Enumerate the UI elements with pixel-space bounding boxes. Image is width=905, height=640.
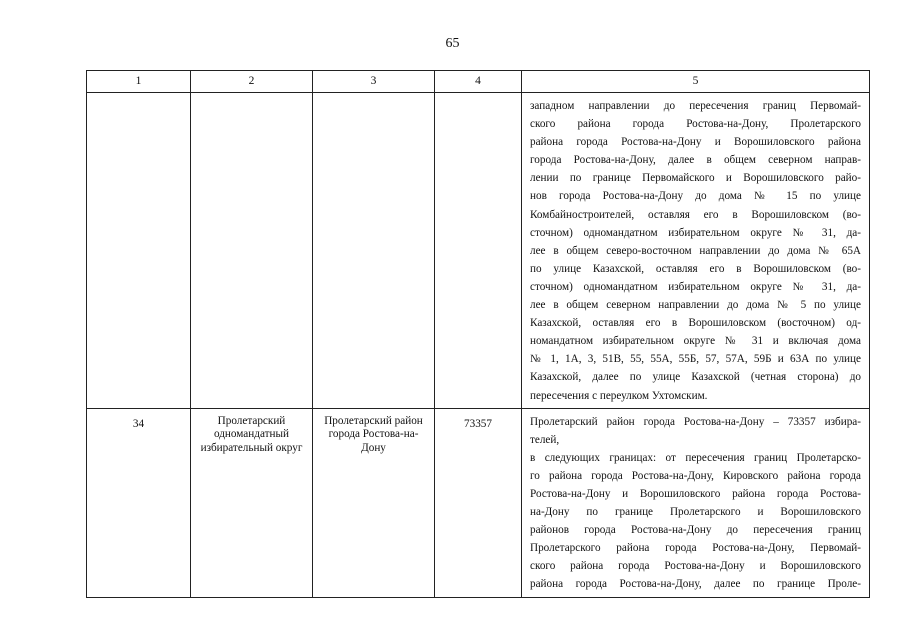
table-row: [87, 408, 870, 597]
column-header: 2: [191, 71, 313, 93]
description-line: № 1, 1А, 3, 51В, 55, 55А, 55Б, 57, 57А, 59Б и 63А по улице: [530, 353, 861, 366]
boundary-description: [522, 408, 870, 597]
description-line: на-Дону по границе Пролетарского и Ворошиловского: [530, 506, 861, 519]
description-line: Казахской, оставляя его в Ворошиловском (восточном) од-: [530, 317, 861, 330]
description-line: ского района города Ростова-на-Дону и Ворошиловского: [530, 560, 861, 573]
description-line: лее в общем северо-восточном направлении до дома № 65А: [530, 244, 861, 257]
column-header: 5: [522, 71, 870, 93]
table-header-row: [87, 71, 870, 93]
voter-count: [435, 93, 522, 409]
column-header: 1: [87, 71, 191, 93]
district-number: 34: [87, 408, 191, 597]
district-number: [87, 93, 191, 409]
description-line: в следующих границах: от пересечения границ Пролетарско-: [530, 451, 861, 464]
districts-table: [86, 70, 870, 598]
boundary-description: [522, 93, 870, 409]
description-line: нов города Ростова-на-Дону до дома № 15 по улице: [530, 190, 861, 203]
description-line: номандатном избирательном округе № 31 и включая дома: [530, 335, 861, 348]
description-line: Пролетарского района города Ростова-на-Дону, Первомай-: [530, 542, 861, 555]
district-area: Пролетарский район города Ростова-на-Дону: [313, 408, 435, 597]
description-line: лее в общем северном направлении до дома № 5 по улице: [530, 299, 861, 312]
description-line: сточном) одномандатном избирательном округе № 31, да-: [530, 226, 861, 239]
description-line: лении по границе Первомайского и Ворошиловского райо-: [530, 172, 861, 185]
table-row: [87, 93, 870, 409]
description-line: ского района города Ростова-на-Дону, Пролетарского: [530, 118, 861, 131]
description-line: западном направлении до пересечения границ Первомай-: [530, 100, 861, 112]
description-line: телей,: [530, 433, 560, 446]
description-line: Ростова-на-Дону и Ворошиловского района города Ростова-: [530, 487, 861, 500]
page-number: 65: [445, 36, 460, 51]
column-header: 4: [435, 71, 522, 93]
district-name: [191, 93, 313, 409]
district-area: [313, 93, 435, 409]
description-line: района города Ростова-на-Дону и Ворошиловского района: [530, 136, 861, 149]
district-name: Пролетарский одномандатный избирательный округ: [191, 408, 313, 597]
description-line: района города Ростова-на-Дону, далее по границе Проле-: [530, 578, 861, 591]
column-header: 3: [313, 71, 435, 93]
description-line: пересечения с переулком Ухтомским.: [530, 389, 708, 402]
voter-count: 73357: [435, 408, 522, 597]
description-line: Комбайностроителей, оставляя его в Ворошиловском (во-: [530, 208, 861, 221]
description-line: районов города Ростова-на-Дону до пересечения границ: [530, 524, 861, 537]
description-line: го района города Ростова-на-Дону, Кировского района города: [530, 469, 861, 482]
description-line: по улице Казахской, оставляя его в Ворошиловском (во-: [530, 262, 861, 275]
description-line: города Ростова-на-Дону, далее в общем северном направ-: [530, 154, 861, 167]
description-line: сточном) одномандатном избирательном округе № 31, да-: [530, 280, 861, 293]
description-line: Пролетарский район города Ростова-на-Дону – 73357 избира-: [530, 415, 861, 428]
description-line: Казахской, далее по улице Казахской (четная сторона) до: [530, 371, 861, 384]
